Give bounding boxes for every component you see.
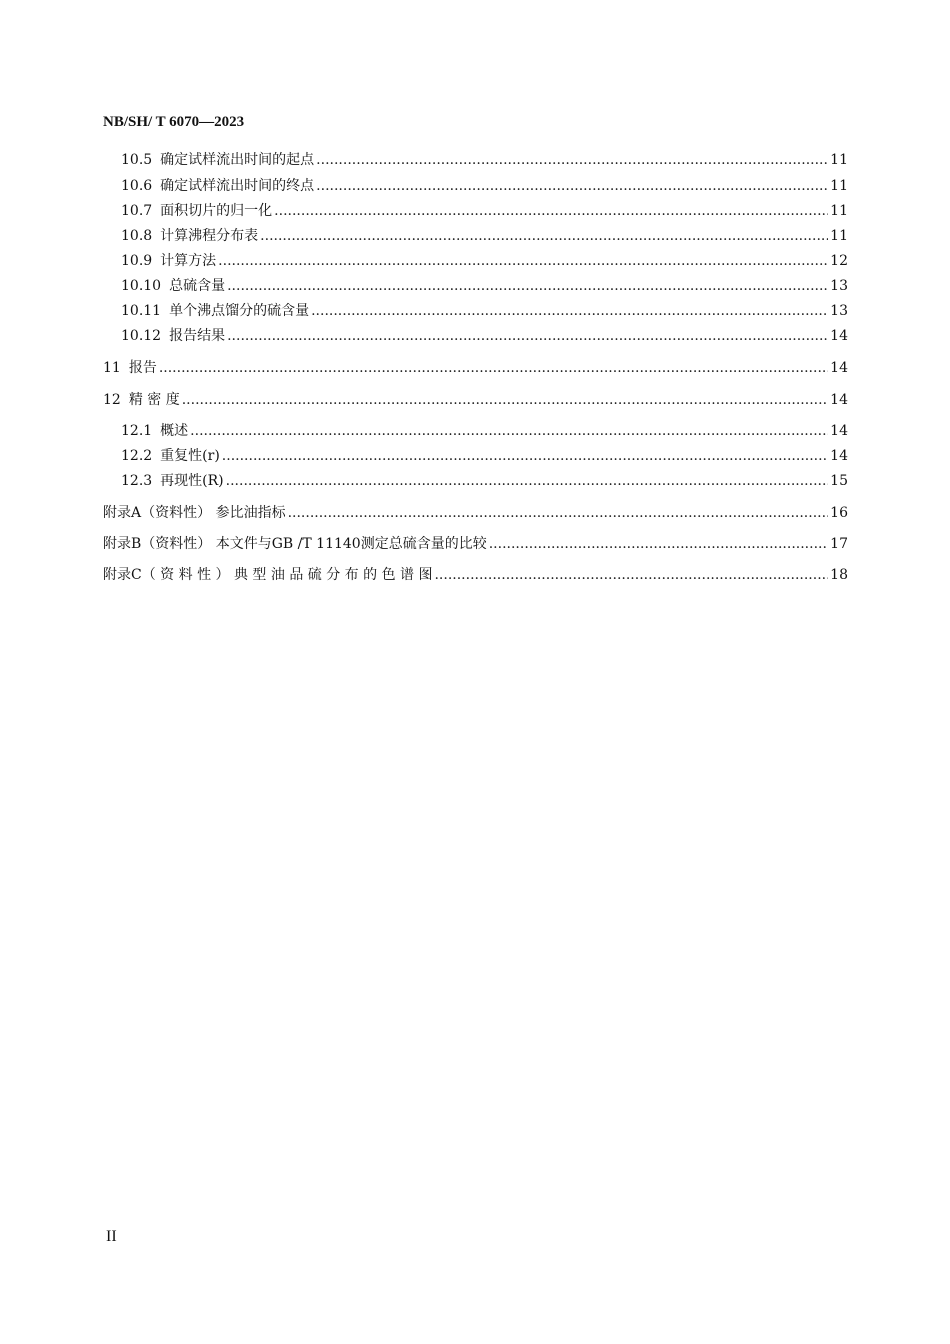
toc-entry-title: （资料性） 参比油指标 bbox=[141, 505, 286, 521]
toc-entry-page: 15 bbox=[830, 473, 848, 489]
toc-entry-number: 附录C bbox=[103, 567, 142, 583]
toc-dot-leader bbox=[159, 358, 828, 378]
toc-entry-10-7[interactable] bbox=[121, 201, 848, 221]
toc-entry-11[interactable] bbox=[103, 358, 848, 378]
toc-entry-title: 面积切片的归一化 bbox=[160, 203, 273, 219]
toc-entry-title: 单个沸点馏分的硫含量 bbox=[169, 303, 310, 319]
toc-entry-number: 12 bbox=[103, 392, 121, 408]
toc-entry-number: 附录A bbox=[103, 505, 142, 521]
toc-entry-10-6[interactable] bbox=[121, 176, 848, 196]
toc-dot-leader bbox=[434, 565, 828, 585]
toc-entry-number: 12.1 bbox=[121, 423, 153, 439]
toc-entry-12-1[interactable] bbox=[121, 421, 848, 441]
toc-dot-leader bbox=[226, 471, 829, 491]
toc-dot-leader bbox=[227, 276, 828, 296]
toc-entry-number: 10.8 bbox=[121, 228, 153, 244]
toc-dot-leader bbox=[288, 503, 829, 523]
toc-dot-leader bbox=[218, 251, 828, 271]
toc-entry-title: 重复性(r) bbox=[160, 448, 220, 464]
toc-entry-10-5[interactable] bbox=[121, 150, 848, 170]
toc-entry-page: 17 bbox=[830, 536, 848, 552]
toc-entry-title: 确定试样流出时间的终点 bbox=[160, 178, 315, 194]
toc-entry-title: 报告 bbox=[128, 360, 157, 376]
toc-entry-10-12[interactable] bbox=[121, 326, 848, 346]
toc-entry-number: 10.10 bbox=[121, 278, 162, 294]
toc-entry-title: 再现性(R) bbox=[160, 473, 224, 489]
toc-entry-12-2[interactable] bbox=[121, 446, 848, 466]
toc-dot-leader bbox=[274, 201, 828, 221]
toc-entry-appendix-c[interactable] bbox=[103, 565, 848, 585]
toc-entry-number: 10.6 bbox=[121, 178, 153, 194]
toc-entry-number: 10.11 bbox=[121, 303, 162, 319]
toc-entry-title: 概述 bbox=[160, 423, 189, 439]
toc-entry-title: 计算沸程分布表 bbox=[160, 228, 259, 244]
toc-entry-number: 10.7 bbox=[121, 203, 153, 219]
toc-dot-leader bbox=[190, 421, 828, 441]
toc-dot-leader bbox=[311, 301, 828, 321]
toc-entry-12-3[interactable] bbox=[121, 471, 848, 491]
toc-entry-page: 14 bbox=[830, 360, 848, 376]
toc-entry-title: 确定试样流出时间的起点 bbox=[160, 152, 315, 168]
toc-entry-page: 16 bbox=[830, 505, 848, 521]
toc-dot-leader bbox=[227, 326, 828, 346]
toc-entry-number: 12.2 bbox=[121, 448, 153, 464]
toc-dot-leader bbox=[316, 176, 828, 196]
toc-dot-leader bbox=[222, 446, 828, 466]
toc-entry-10-9[interactable] bbox=[121, 251, 848, 271]
toc-entry-page: 11 bbox=[830, 178, 848, 194]
toc-entry-title: （资料性） 本文件与GB /T 11140测定总硫含量的比较 bbox=[141, 536, 487, 552]
toc-entry-page: 11 bbox=[830, 203, 848, 219]
toc-entry-10-8[interactable] bbox=[121, 226, 848, 246]
toc-entry-number: 11 bbox=[103, 360, 121, 376]
toc-entry-appendix-b[interactable] bbox=[103, 534, 848, 554]
toc-entry-number: 10.9 bbox=[121, 253, 153, 269]
toc-entry-page: 18 bbox=[830, 567, 848, 583]
toc-entry-page: 14 bbox=[830, 328, 848, 344]
toc-dot-leader bbox=[489, 534, 828, 554]
toc-entry-10-11[interactable] bbox=[121, 301, 848, 321]
standard-code-header: NB/SH/ T 6070—2023 bbox=[103, 114, 245, 130]
toc-entry-title: 计算方法 bbox=[160, 253, 217, 269]
toc-entry-title: （ 资 料 性 ） 典 型 油 品 硫 分 布 的 色 谱 图 bbox=[141, 567, 433, 583]
toc-entry-title: 精 密 度 bbox=[128, 392, 180, 408]
toc-entry-number: 12.3 bbox=[121, 473, 153, 489]
toc-entry-page: 13 bbox=[830, 303, 848, 319]
toc-entry-number: 10.12 bbox=[121, 328, 162, 344]
toc-entry-title: 报告结果 bbox=[169, 328, 226, 344]
toc-entry-appendix-a[interactable] bbox=[103, 503, 848, 523]
toc-entry-10-10[interactable] bbox=[121, 276, 848, 296]
toc-dot-leader bbox=[182, 390, 828, 410]
toc-entry-12[interactable] bbox=[103, 390, 848, 410]
toc-entry-page: 14 bbox=[830, 448, 848, 464]
page-number: II bbox=[106, 1228, 117, 1245]
toc-entry-page: 13 bbox=[830, 278, 848, 294]
toc-entry-page: 11 bbox=[830, 152, 848, 168]
toc-dot-leader bbox=[260, 226, 828, 246]
toc-entry-page: 14 bbox=[830, 392, 848, 408]
toc-entry-page: 11 bbox=[830, 228, 848, 244]
toc-entry-page: 12 bbox=[830, 253, 848, 269]
toc-entry-page: 14 bbox=[830, 423, 848, 439]
toc-entry-number: 10.5 bbox=[121, 152, 153, 168]
toc-entry-number: 附录B bbox=[103, 536, 142, 552]
toc-dot-leader bbox=[316, 150, 828, 170]
toc-entry-title: 总硫含量 bbox=[169, 278, 226, 294]
